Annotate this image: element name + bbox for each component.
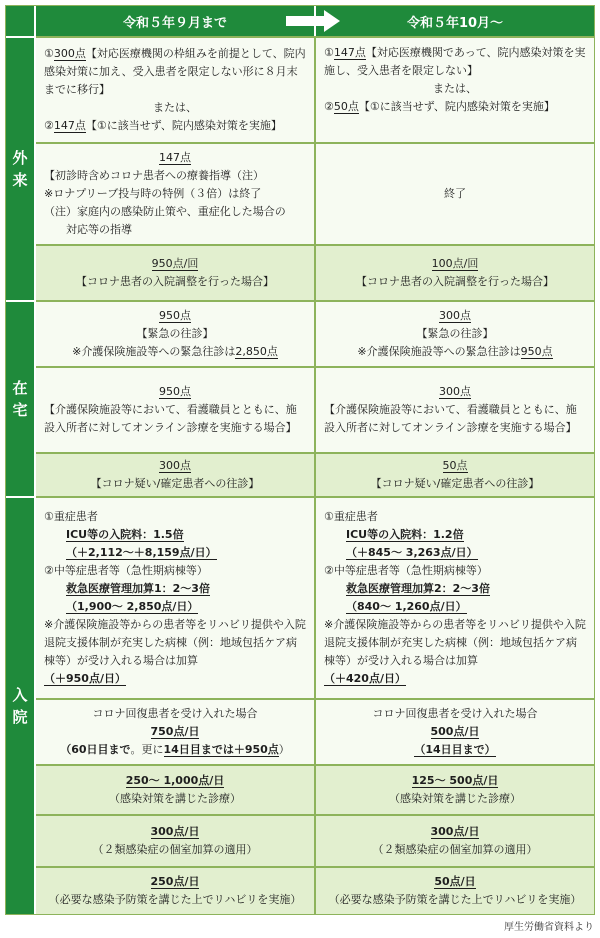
home-row3-after xyxy=(316,454,594,496)
inpatient-row2-after xyxy=(316,700,594,764)
description: 【介護保険施設等において、看護職員とともに、施設入所者に対してオンライン診療を実施する場合】 xyxy=(44,403,297,434)
option-1: ①300点【対応医療機関の枠組みを前提として、院内感染対策に加え、受入患者を限定しない形に８月末までに移行】 xyxy=(44,47,306,96)
points: 125～ 500点/日 xyxy=(411,774,499,787)
description: （必要な感染予防策を講じた上でリハビリを実施） xyxy=(328,893,582,906)
emergency-rate: 救急医療管理加算1：2～3倍 xyxy=(66,582,210,595)
inpatient-row1-after xyxy=(316,498,594,698)
header-before: 令和５年９月まで xyxy=(36,6,314,36)
option-2: ②147点【①に該当せず、院内感染対策を実施】 xyxy=(44,119,282,132)
option-1: ①147点【対応医療機関であって、院内感染対策を実施し、受入患者を限定しない】 xyxy=(324,46,586,77)
points: 300点 xyxy=(439,309,471,322)
source-credit: 厚生労働省資料より xyxy=(504,922,594,933)
points: 50点/日 xyxy=(434,875,476,888)
inpatient-row3-before xyxy=(36,766,314,814)
title: コロナ回復患者を受け入れた場合 xyxy=(372,707,538,720)
description: （２類感染症の個室加算の適用） xyxy=(372,843,538,856)
moderate-label: ②中等症患者等（急性期病棟等） xyxy=(324,564,488,577)
points: 250～ 1,000点/日 xyxy=(125,774,225,787)
home-row3-before xyxy=(36,454,314,496)
addon-points: （＋420点/日） xyxy=(324,672,406,685)
addon-points: （＋950点/日） xyxy=(44,672,126,685)
emergency-rate: 救急医療管理加算2：2～3倍 xyxy=(346,582,490,595)
or-text: または、 xyxy=(433,82,477,95)
header-after: 令和５年10月～ xyxy=(316,6,594,36)
points: 50点 xyxy=(442,459,468,472)
note: ※介護保険施設等からの患者等をリハビリ提供や入院退院支援体制が充実した病棟（例：地域包括ケア病棟等）が受け入れる場合は加算 xyxy=(44,618,306,667)
inpatient-row4-before xyxy=(36,816,314,866)
outpatient-row2-before xyxy=(36,144,314,244)
points: 250点/日 xyxy=(150,875,200,888)
points: 300点 xyxy=(159,459,191,472)
points: 147点 xyxy=(159,151,191,164)
section-home: 在 宅 xyxy=(6,302,34,496)
points: 950点 xyxy=(159,309,191,322)
inpatient-row4-after xyxy=(316,816,594,866)
moderate-label: ②中等症患者等（急性期病棟等） xyxy=(44,564,208,577)
icu-points: （＋2,112～＋8,159点/日） xyxy=(66,546,217,559)
section-inpatient: 入 院 xyxy=(6,498,34,914)
description: 【コロナ患者の入院調整を行った場合】 xyxy=(76,275,274,288)
points: 300点/日 xyxy=(430,825,480,838)
outpatient-row1-after xyxy=(316,38,594,142)
icu-rate: ICU等の入院料：1.2倍 xyxy=(346,528,464,541)
description: 【緊急の往診】 xyxy=(416,327,494,340)
description: （必要な感染予防策を講じた上でリハビリを実施） xyxy=(48,893,302,906)
or-text: または、 xyxy=(153,101,197,114)
description: 【緊急の往診】 xyxy=(136,327,214,340)
outpatient-row3-before xyxy=(36,246,314,300)
ended-text: 終了 xyxy=(444,187,466,200)
title: コロナ回復患者を受け入れた場合 xyxy=(92,707,258,720)
inpatient-row2-before xyxy=(36,700,314,764)
inpatient-row3-after xyxy=(316,766,594,814)
note: ※介護保険施設等からの患者等をリハビリ提供や入院退院支援体制が充実した病棟（例：地域包括ケア病棟等）が受け入れる場合は加算 xyxy=(324,618,586,667)
icu-rate: ICU等の入院料：1.5倍 xyxy=(66,528,184,541)
note: ※介護保険施設等への緊急往診は950点 xyxy=(357,345,553,358)
home-row1-before xyxy=(36,302,314,366)
emergency-points: （1,900～ 2,850点/日） xyxy=(66,600,199,613)
description: 【初診時含めコロナ患者への療養指導（注） xyxy=(44,169,264,182)
points: 950点 xyxy=(159,385,191,398)
severe-label: ①重症患者 xyxy=(44,510,98,523)
footnote: （注）家庭内の感染防止策や、重症化した場合の xyxy=(44,205,286,218)
home-row1-after xyxy=(316,302,594,366)
inpatient-row5-after xyxy=(316,868,594,914)
note: ※介護保険施設等への緊急往診は2,850点 xyxy=(72,345,278,358)
description: 【コロナ患者の入院調整を行った場合】 xyxy=(356,275,554,288)
emergency-points: （840～ 1,260点/日） xyxy=(346,600,467,613)
footnote-cont: 対応等の指導 xyxy=(66,223,132,236)
note: （14日目まで） xyxy=(414,743,496,756)
home-row2-before xyxy=(36,368,314,452)
points: 950点/回 xyxy=(151,257,199,270)
points: 300点/日 xyxy=(150,825,200,838)
outpatient-row3-after xyxy=(316,246,594,300)
points: 100点/回 xyxy=(431,257,479,270)
description: （感染対策を講じた診療） xyxy=(109,792,241,805)
inpatient-row1-before xyxy=(36,498,314,698)
home-row2-after xyxy=(316,368,594,452)
header-corner xyxy=(6,6,34,36)
description: （２類感染症の個室加算の適用） xyxy=(92,843,258,856)
inpatient-row5-before xyxy=(36,868,314,914)
outpatient-row1-before xyxy=(36,38,314,142)
severe-label: ①重症患者 xyxy=(324,510,378,523)
description: 【コロナ疑い/確定患者への往診】 xyxy=(370,477,540,490)
description: 【介護保険施設等において、看護職員とともに、施設入所者に対してオンライン診療を実施する場合】 xyxy=(324,403,577,434)
section-outpatient: 外 来 xyxy=(6,38,34,300)
option-2: ②50点【①に該当せず、院内感染対策を実施】 xyxy=(324,100,555,113)
description: （感染対策を講じた診療） xyxy=(389,792,521,805)
points: 750点/日 xyxy=(150,725,200,738)
note: （60日目まで。更に14日目までは＋950点） xyxy=(60,743,290,756)
arrow-right-icon xyxy=(286,9,342,33)
outpatient-row2-after xyxy=(316,144,594,244)
note: ※ロナプリーブ投与時の特例（３倍）は終了 xyxy=(44,187,262,200)
description: 【コロナ疑い/確定患者への往診】 xyxy=(90,477,260,490)
points: 300点 xyxy=(439,385,471,398)
points: 500点/日 xyxy=(430,725,480,738)
icu-points: （＋845～ 3,263点/日） xyxy=(346,546,478,559)
